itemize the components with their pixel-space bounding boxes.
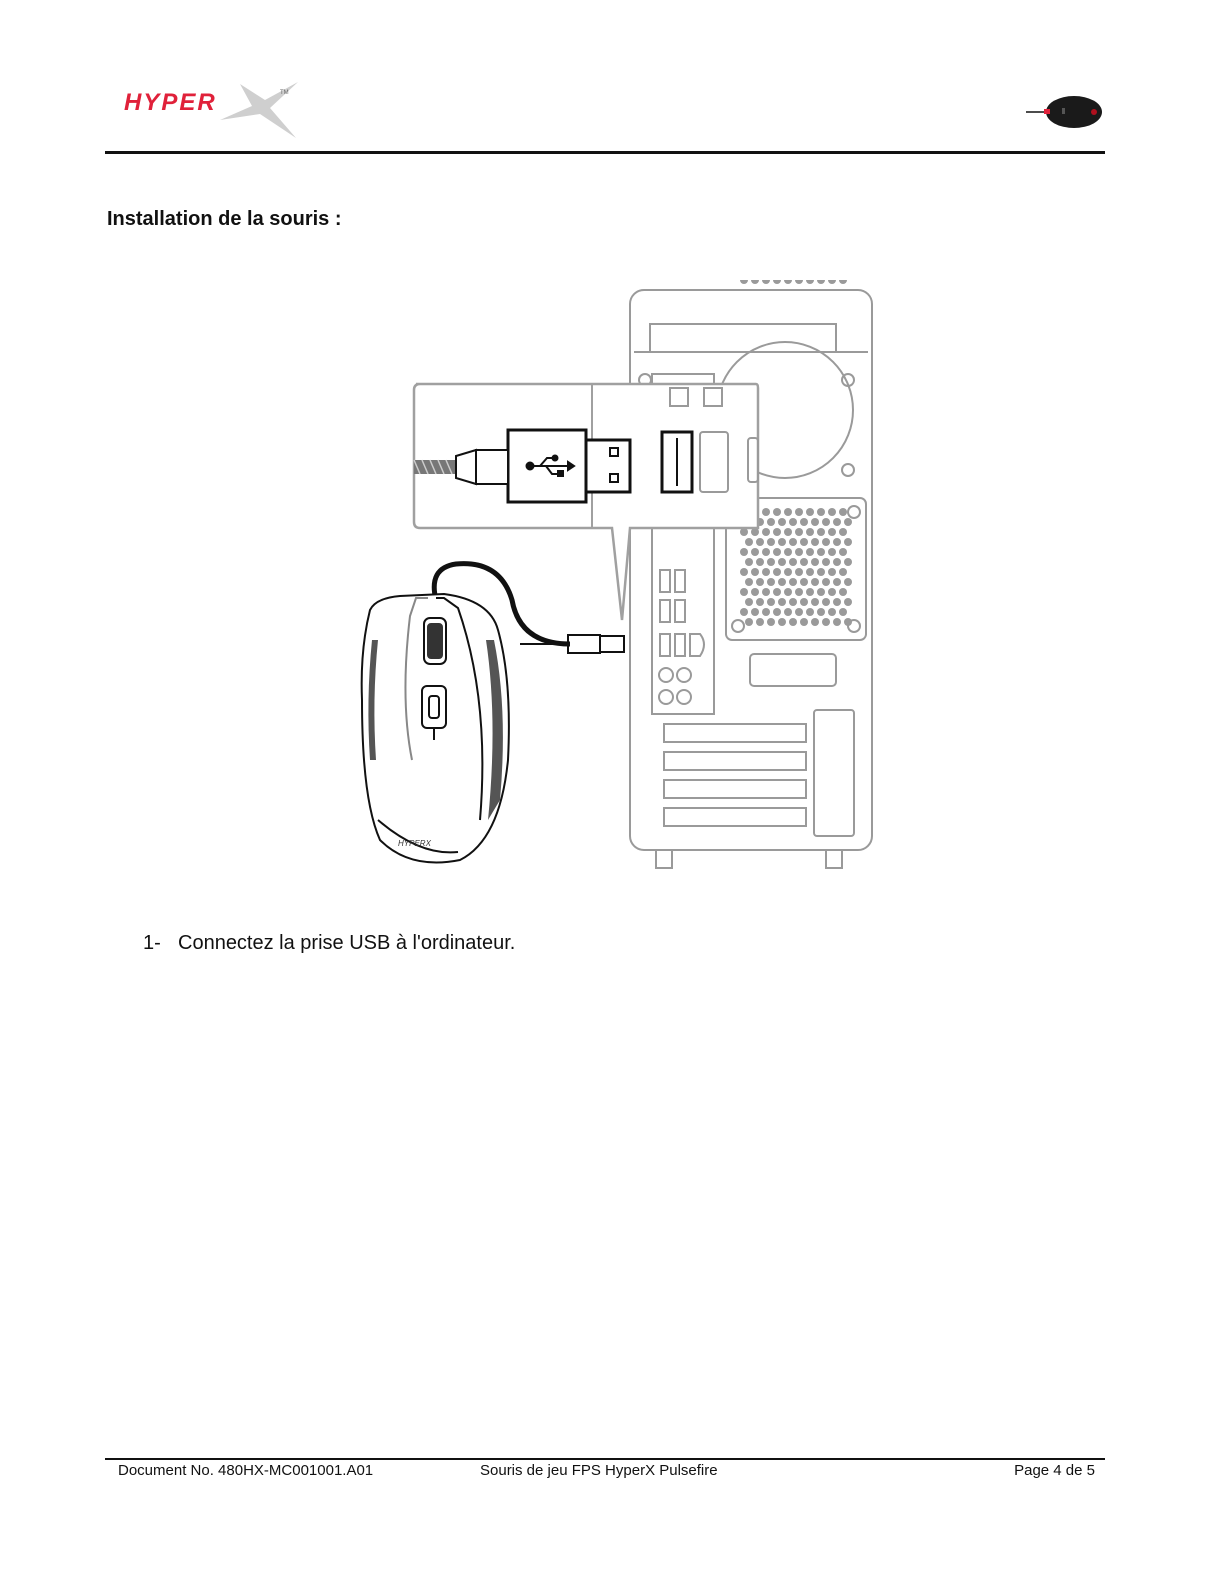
- mouse-thumbnail-icon: [1024, 92, 1104, 132]
- section-title: Installation de la souris :: [107, 208, 342, 230]
- svg-text:HYPER: HYPER: [124, 89, 217, 116]
- footer-rule: [105, 1458, 1105, 1460]
- footer-doc-number: Document No. 480HX-MC001001.A01: [118, 1462, 374, 1479]
- svg-text:HYPERX: HYPERX: [398, 839, 431, 848]
- footer-page-number: Page 4 de 5: [1014, 1462, 1095, 1479]
- header-rule: [105, 151, 1105, 154]
- svg-text:TM: TM: [280, 90, 289, 96]
- step-number: 1-: [143, 932, 161, 954]
- step-item: [143, 932, 515, 955]
- step-text: Connectez la prise USB à l'ordinateur.: [178, 932, 516, 954]
- usb-plug-tip: [586, 440, 630, 492]
- mouse-illustration: [362, 594, 509, 863]
- hyperx-logo: [120, 80, 310, 142]
- footer-product-name: Souris de jeu FPS HyperX Pulsefire: [480, 1462, 718, 1479]
- usb-connection-illustration: [340, 280, 900, 880]
